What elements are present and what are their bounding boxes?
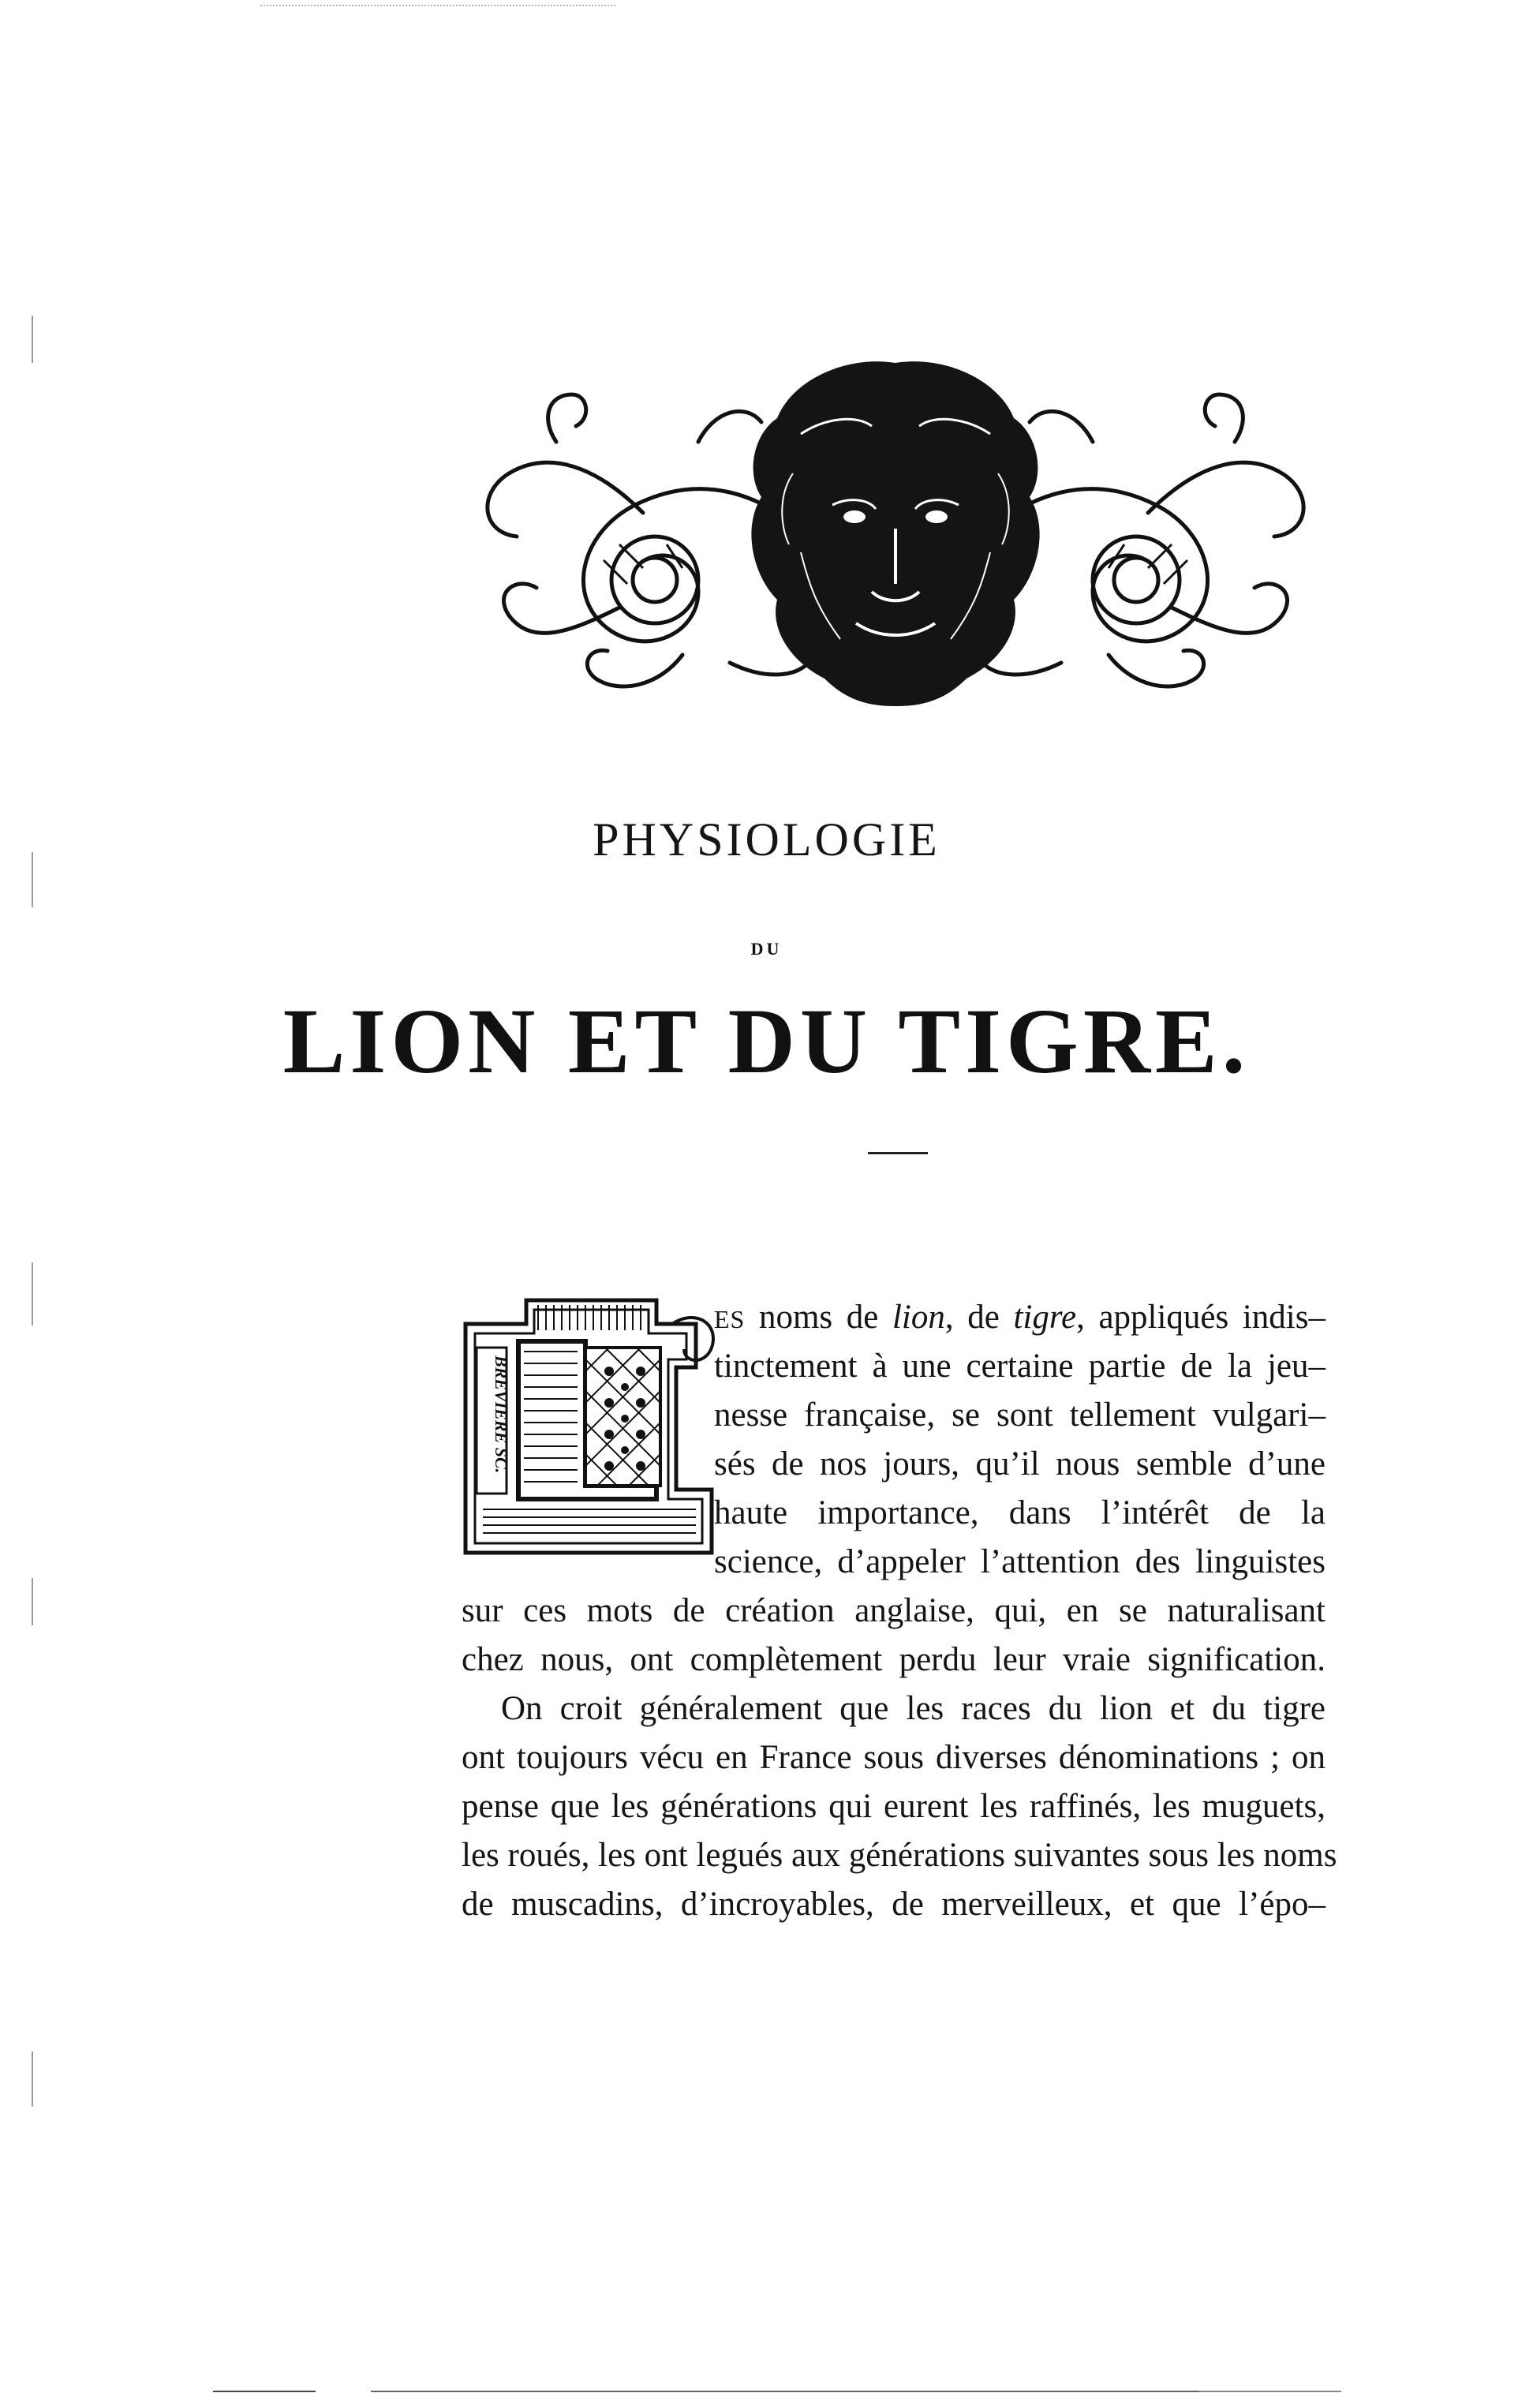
dropcap-continuation: ES [714, 1305, 746, 1333]
decorated-initial-icon [459, 1292, 724, 1559]
lion-head-acanthus-ornament-icon [462, 347, 1329, 718]
body-line: pense que les générations qui eurent les raffinés, les muguets, [462, 1788, 1325, 1825]
page-subtitle: LION ET DU TIGRE. [282, 989, 1251, 1093]
body-line: tinctement à une certaine partie de la jeu– [714, 1348, 1325, 1385]
page-title: PHYSIOLOGIE [593, 813, 940, 866]
scan-edge-mark [32, 1578, 33, 1625]
body-line: ES noms de lion, de tigre, appliqués indis– [714, 1299, 1325, 1336]
scan-specks [260, 5, 615, 9]
body-line: nesse française, se sont tellement vulgari– [714, 1397, 1325, 1434]
title-connector: DU [750, 939, 783, 959]
body-line: ont toujours vécu en France sous diverses dénominations ; on [462, 1739, 1325, 1776]
body-line: sés de nos jours, qu’il nous semble d’une [714, 1445, 1325, 1483]
body-line: On croit généralement que les races du lion et du tigre [501, 1690, 1325, 1727]
body-line: haute importance, dans l’intérêt de la [714, 1494, 1325, 1531]
body-line: les roués, les ont legués aux générations suivantes sous les noms [462, 1837, 1337, 1874]
engraver-signature: BREVIERE SC. [492, 1355, 511, 1474]
body-line: de muscadins, d’incroyables, de merveilleux, et que l’épo– [462, 1886, 1325, 1923]
scan-bottom-rule [371, 2391, 1199, 2392]
scan-bottom-rule [213, 2391, 316, 2392]
scan-edge-mark [32, 1262, 33, 1326]
body-line: chez nous, ont complètement perdu leur vraie signification. [462, 1641, 1325, 1678]
scan-edge-mark [32, 2051, 33, 2107]
scan-edge-mark [32, 316, 33, 363]
scan-bottom-rule [1199, 2391, 1341, 2392]
divider-rule [868, 1152, 928, 1154]
body-line: science, d’appeler l’attention des linguistes [714, 1543, 1325, 1580]
body-line: sur ces mots de création anglaise, qui, en se naturalisant [462, 1592, 1325, 1629]
